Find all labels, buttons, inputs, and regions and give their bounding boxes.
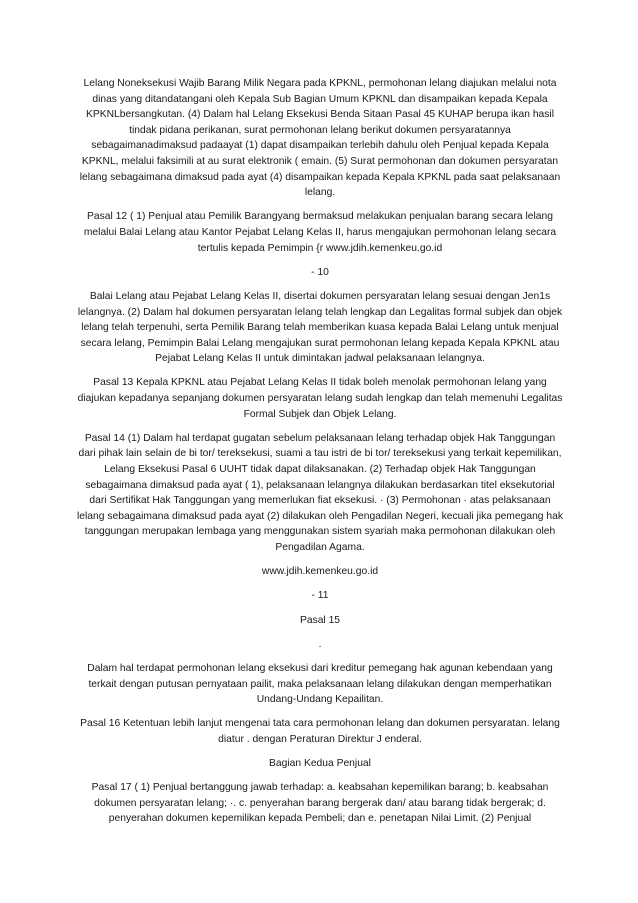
paragraph-pasal-13: Pasal 13 Kepala KPKNL atau Pejabat Lelang Kelas II tidak boleh menolak permohonan lelang yang diajukan kepadanya sepanjang dokumen persyaratan lelang sudah lengkap dan telah memenuhi Legalitas Formal Subjek dan Objek Lelang. [77,377,563,420]
paragraph-lelang-noneksekusi: Lelang Noneksekusi Wajib Barang Milik Negara pada KPKNL, permohonan lelang diajukan melalui nota dinas yang ditandatangani oleh Kepala Sub Bagian Umum KPKNL dan disampaikan kepada Kepala KPKNLbersangkutan. (4) Dalam hal Lelang Eksekusi Benda Sitaan Pasal 45 KUHAP berupa ikan hasil tindak pidana perikanan, surat permohonan lelang berikut dokumen persyaratannya sebagaimanadimaksud padaayat (1) dapat disampaikan terlebih dahulu oleh Penjual kepada Kepala KPKNL, melalui faksimili at au surat elektronik ( emain. (5) Surat permohonan dan dokumen persyaratan lelang sebagaimana dimaksud pada ayat (4) disampaikan kepada Kepala KPKNL pada saat pelaksanaan lelang. [79,78,561,199]
heading-bagian-kedua-penjual: Bagian Kedua Penjual [269,758,371,770]
paragraph-pasal-16: Pasal 16 Ketentuan lebih lanjut mengenai tata cara permohonan lelang dan dokumen persyaratan. lelang diatur . dengan Peraturan Direktur J enderal. [80,718,560,745]
heading-pasal-15: Pasal 15 [299,614,341,626]
paragraph-pasal-17: Pasal 17 ( 1) Penjual bertanggung jawab terhadap: a. keabsahan kepemilikan barang; b. keabsahan dokumen persyaratan lelang; ·. c. penyerahan barang bergerak dan/ atau barang tidak bergerak; d. penyerahan dokumen kepemilikan kepada Pembeli; dan e. penetapan Nilai Limit. (2) Penjual [91,782,549,825]
paragraph-pasal-15-body: Dalam hal terdapat permohonan lelang eksekusi dari kreditur pemegang hak agunan kebendaan yang terkait dengan putusan pernyataan pailit, maka pelaksanaan lelang dilakukan dengan memperhatikan Undang-Undang Kepailitan. [87,662,553,706]
paragraph-pasal-14: Pasal 14 (1) Dalam hal terdapat gugatan sebelum pelaksanaan lelang terhadap objek Hak Tanggungan dari pihak lain selain de bi tor/ tereksekusi, suami a tau istri de bi tor/ tereksekusi yang terkait kepemilikan, Lelang Eksekusi Pasal 6 UUHT tidak dapat dilaksanakan. (2) Terhadap objek Hak Tanggungan sebagaimana dimaksud pada ayat ( 1), pelaksanaan lelangnya dilakukan berdasarkan titel eksekutorial dari Sertifikat Hak Tanggungan yang memerlukan fiat eksekusi. · (3) Permohonan · atas pelaksanaan lelang sebagaimana dimaksud pada ayat (2) dilakukan oleh Pengadilan Negeri, kecuali jika pemegang hak tanggungan merupakan lembaga yang menggunakan sistem syariah maka permohonan dilakukan oleh Pengadilan Agama. [77,432,563,553]
page-number-10: - 10 [311,266,329,278]
stray-dot: . [318,638,322,650]
website-url: www.jdih.kemenkeu.go.id [261,566,379,578]
paragraph-pasal-12: Pasal 12 ( 1) Penjual atau Pemilik Barangyang bermaksud melakukan penjualan barang secara lelang melalui Balai Lelang atau Kantor Pejabat Lelang Kelas II, harus mengajukan permohonan lelang secara tertulis kepada Pemimpin {r www.jdih.kemenkeu.go.id [83,211,557,254]
paragraph-balai-lelang: Balai Lelang atau Pejabat Lelang Kelas II, disertai dokumen persyaratan lelang sesuai dengan Jen1s lelangnya. (2) Dalam hal dokumen persyaratan lelang telah lengkap dan Legalitas formal subjek dan objek lelang telah terpenuhi, serta Pemilik Barang telah memberikan kuasa kepada Balai Lelang untuk menjual secara lelang, Pemimpin Balai Lelang mengajukan surat permohonan lelang kepada Kepala KPKNL atau Pejabat Lelang Kelas II untuk dimintakan jadwal pelaksanaan lelangnya. [77,290,563,365]
page-number-11: - 11 [311,590,329,602]
